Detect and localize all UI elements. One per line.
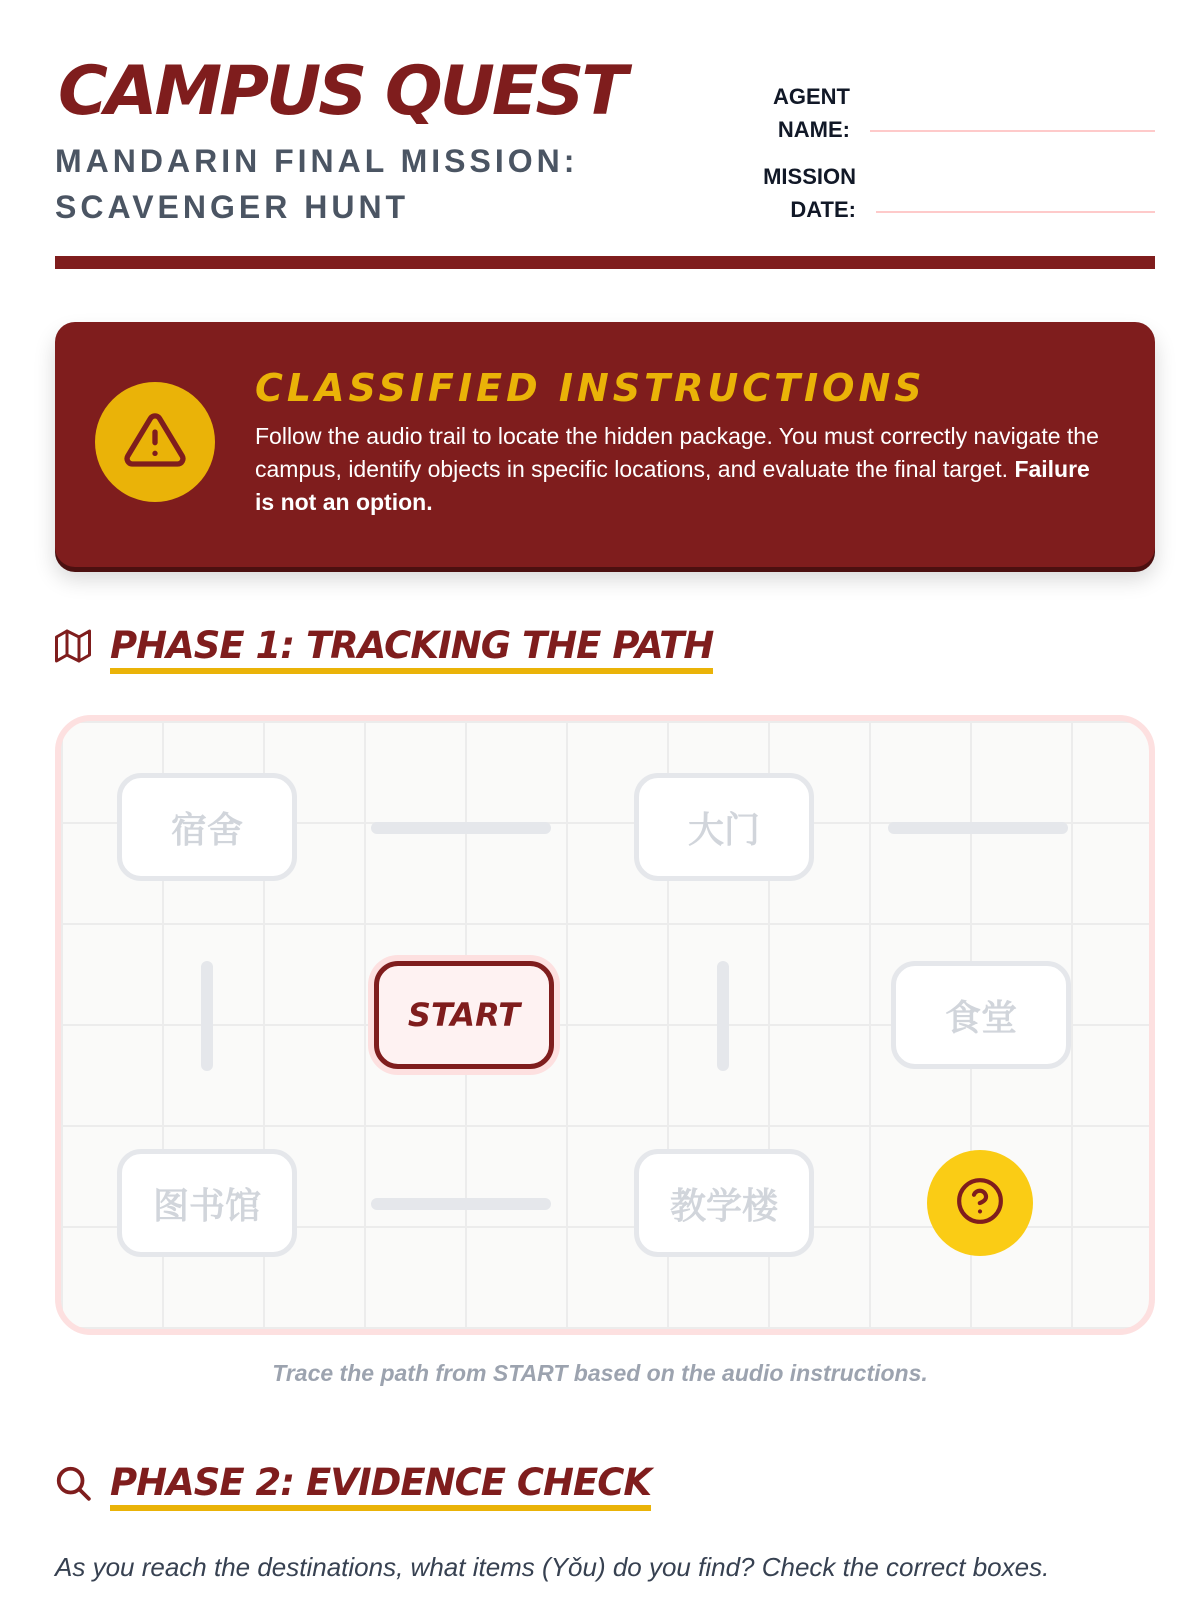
alert-title: CLASSIFIED INSTRUCTIONS xyxy=(255,366,926,410)
map-connector xyxy=(201,961,213,1071)
mystery-destination[interactable] xyxy=(927,1150,1033,1256)
agent-name-label xyxy=(758,80,850,146)
map-node-start[interactable]: START xyxy=(374,961,554,1069)
map-connector xyxy=(717,961,729,1071)
map-node-teaching-building[interactable]: 教学楼 xyxy=(634,1149,814,1257)
agent-name-field[interactable] xyxy=(870,130,1155,132)
magnifier-icon xyxy=(54,1464,92,1506)
campus-map xyxy=(55,715,1155,1335)
agent-label-line-1: AGENT xyxy=(773,84,850,109)
alert-badge xyxy=(95,382,215,502)
map-node-library[interactable]: 图书馆 xyxy=(117,1149,297,1257)
phase-1-title: PHASE 1: TRACKING THE PATH xyxy=(110,624,713,674)
warning-triangle-icon xyxy=(123,408,187,476)
alert-body-emphasis: Failure is not an option. xyxy=(255,456,1090,515)
page-title: CAMPUS QUEST xyxy=(58,52,625,131)
map-connector xyxy=(888,822,1068,834)
agent-label-line-2: NAME: xyxy=(777,117,850,142)
alert-body-text: Follow the audio trail to locate the hidden package. You must correctly navigate the campus, identify objects in specific locations, and evaluate the final target. xyxy=(255,423,1099,482)
map-caption: Trace the path from START based on the audio instructions. xyxy=(272,1360,928,1386)
map-node-canteen[interactable]: 食堂 xyxy=(891,961,1071,1069)
map-icon xyxy=(55,628,91,668)
header-rule xyxy=(55,256,1155,269)
classified-instructions-card xyxy=(55,322,1155,567)
date-label-line-2: DATE: xyxy=(790,197,856,222)
question-mark-icon xyxy=(955,1176,1005,1230)
map-connector xyxy=(371,822,551,834)
mission-date-label xyxy=(740,160,856,226)
subtitle-line-1: MANDARIN FINAL MISSION: xyxy=(55,143,579,179)
phase-2-title: PHASE 2: EVIDENCE CHECK xyxy=(110,1461,651,1511)
subtitle-line-2: SCAVENGER HUNT xyxy=(55,189,410,225)
phase-2-prompt: As you reach the destinations, what items (Yǒu) do you find? Check the correct boxes. xyxy=(55,1552,1050,1582)
page-subtitle xyxy=(55,138,655,230)
map-node-dorm[interactable]: 宿舍 xyxy=(117,773,297,881)
map-connector xyxy=(371,1198,551,1210)
mission-date-field[interactable] xyxy=(876,211,1155,213)
date-label-line-1: MISSION xyxy=(763,164,856,189)
map-node-gate[interactable]: 大门 xyxy=(634,773,814,881)
alert-body xyxy=(255,420,1115,519)
